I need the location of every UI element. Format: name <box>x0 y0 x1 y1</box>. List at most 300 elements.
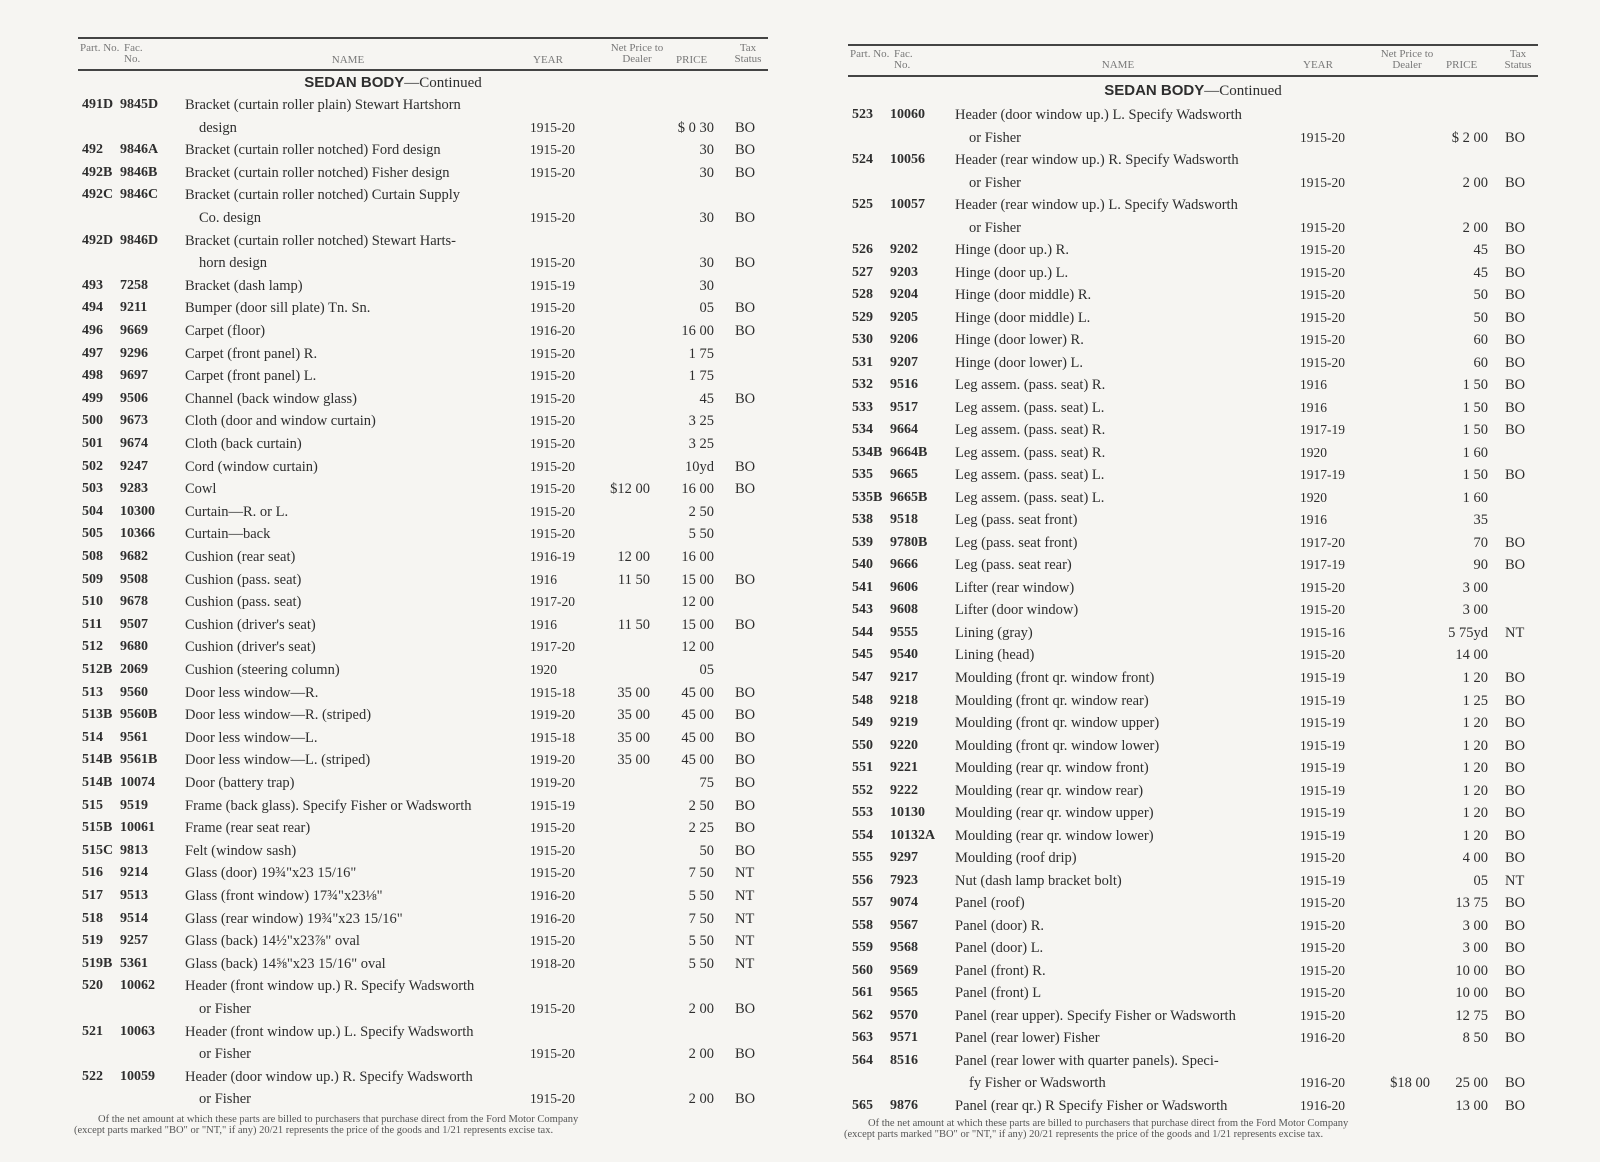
header-tax-status: Tax Status <box>1504 48 1532 71</box>
fac-no-cell: 9204 <box>890 287 918 303</box>
year-cell: 1915-16 <box>1300 624 1345 640</box>
price-cell: 5 50 <box>688 955 714 972</box>
table-row <box>78 591 768 613</box>
part-no-cell: 534 <box>852 422 873 438</box>
year-cell: 1915-20 <box>1300 1007 1345 1023</box>
year-cell: 1919-20 <box>530 752 575 768</box>
tax-status-cell: BO <box>1505 264 1526 281</box>
table-row <box>848 599 1538 621</box>
part-no-cell: 518 <box>82 910 103 926</box>
price-cell: 90 <box>1473 557 1488 574</box>
year-cell: 1915-19 <box>1300 715 1345 731</box>
table-row <box>848 149 1538 171</box>
price-cell: 7 50 <box>688 910 714 927</box>
price-cell: 3 00 <box>1462 579 1488 596</box>
table-row <box>848 374 1538 396</box>
price-cell: 1 50 <box>1462 422 1488 439</box>
fac-no-cell: 9513 <box>120 888 148 903</box>
year-cell: 1915-20 <box>530 503 575 519</box>
price-cell: 70 <box>1473 534 1488 551</box>
part-no-cell: 563 <box>852 1030 873 1046</box>
tax-status-cell: BO <box>1505 467 1526 484</box>
fac-no-cell: 9876 <box>890 1097 918 1113</box>
year-cell: 1916-20 <box>1300 1030 1345 1046</box>
name-cell: Door less window—R. <box>185 684 319 701</box>
price-cell: 1 25 <box>1462 692 1488 709</box>
year-cell: 1915-20 <box>530 300 575 316</box>
table-row <box>78 433 768 455</box>
tax-status-cell: BO <box>735 616 756 633</box>
price-cell: 16 00 <box>681 323 714 339</box>
price-cell: 60 <box>1473 354 1488 371</box>
name-cell: Cushion (pass. seat) <box>185 571 302 588</box>
year-cell: 1915-20 <box>530 413 575 429</box>
year-cell: 1915-20 <box>530 933 575 949</box>
year-cell: 1915-19 <box>1300 805 1345 821</box>
fac-no-cell: 10061 <box>120 820 155 836</box>
footnote-line-1: Of the net amount at which these parts are billed to purchasers that purchase direct from the Ford Motor Company <box>868 1118 1349 1129</box>
net-price-cell: 11 50 <box>617 571 650 588</box>
price-cell: 60 <box>1473 332 1488 349</box>
part-no-cell: 520 <box>82 978 103 994</box>
year-cell: 1915-20 <box>1300 940 1345 956</box>
part-no-cell: 508 <box>82 549 103 564</box>
header-net-price: Net Price to Dealer <box>1380 48 1434 71</box>
part-no-cell: 512B <box>82 662 113 677</box>
table-row <box>78 94 768 116</box>
part-no-cell: 516 <box>82 865 103 881</box>
part-no-cell: 512 <box>82 639 103 655</box>
year-cell: 1916 <box>1300 377 1327 393</box>
tax-status-cell: BO <box>1505 1007 1526 1024</box>
name-continuation-cell: fy Fisher or Wadsworth <box>969 1075 1106 1092</box>
year-cell: 1915-19 <box>1300 760 1345 776</box>
fac-no-cell: 9560B <box>120 707 158 723</box>
name-cell: Header (rear window up.) L. Specify Wadsworth <box>955 197 1238 214</box>
header-name: NAME <box>331 54 365 66</box>
name-cell: Bracket (curtain roller notched) Stewart Harts- <box>185 232 456 249</box>
table-row <box>78 975 768 997</box>
tax-status-cell: NT <box>735 865 755 882</box>
year-cell: 1915-20 <box>530 390 575 406</box>
tax-status-cell: BO <box>1505 174 1526 191</box>
table-row <box>848 825 1538 847</box>
year-cell: 1915-19 <box>1300 692 1345 708</box>
name-cell: Hinge (door up.) L. <box>955 264 1069 281</box>
part-no-cell: 547 <box>852 670 873 685</box>
part-no-cell: 549 <box>852 715 873 731</box>
name-cell: Bracket (curtain roller notched) Ford design <box>185 142 441 159</box>
price-cell: 1 20 <box>1462 760 1488 777</box>
part-no-cell: 514B <box>82 752 113 768</box>
price-cell: 2 00 <box>688 1046 714 1063</box>
part-no-cell: 555 <box>852 850 873 866</box>
year-cell: 1920 <box>1300 489 1327 505</box>
year-cell: 1916-20 <box>530 323 575 338</box>
fac-no-cell: 9570 <box>890 1007 918 1023</box>
header-net-price: Net Price to Dealer <box>610 42 664 65</box>
price-cell: 1 20 <box>1462 715 1488 732</box>
fac-no-cell: 8516 <box>890 1052 918 1068</box>
name-cell: Bracket (curtain roller notched) Fisher design <box>185 164 450 181</box>
part-no-cell: 514B <box>82 775 113 790</box>
price-cell: 2 50 <box>688 503 714 520</box>
price-cell: 5 50 <box>688 933 714 950</box>
year-cell: 1915-20 <box>530 458 575 474</box>
part-no-cell: 493 <box>82 277 103 293</box>
section-title-bold: SEDAN BODY <box>304 74 405 91</box>
year-cell: 1916 <box>1300 399 1327 415</box>
table-row <box>78 1088 768 1110</box>
year-cell: 1916-20 <box>530 888 575 903</box>
header-bottom-rule <box>848 75 1538 77</box>
year-cell: 1915-20 <box>1300 264 1345 280</box>
tax-status-cell: BO <box>1505 309 1526 326</box>
name-cell: Moulding (front qr. window lower) <box>955 737 1160 754</box>
fac-no-cell: 9074 <box>890 895 918 911</box>
net-price-cell: 12 00 <box>617 549 650 565</box>
year-cell: 1915-20 <box>530 368 575 384</box>
name-cell: Bracket (dash lamp) <box>185 277 303 294</box>
price-cell: 30 <box>699 277 714 294</box>
fac-no-cell: 9674 <box>120 436 148 451</box>
table-row <box>848 1005 1538 1027</box>
part-no-cell: 559 <box>852 940 873 956</box>
year-cell: 1920 <box>530 662 557 677</box>
fac-no-cell: 9780B <box>890 534 928 550</box>
part-no-cell: 528 <box>852 287 873 303</box>
fac-no-cell: 9222 <box>890 782 918 798</box>
table-row <box>78 275 768 297</box>
price-cell: 3 00 <box>1462 940 1488 957</box>
name-cell: Panel (rear upper). Specify Fisher or Wadsworth <box>955 1007 1236 1024</box>
fac-no-cell: 10130 <box>890 805 925 821</box>
tax-status-cell: BO <box>735 1001 756 1017</box>
name-continuation-cell: or Fisher <box>969 174 1021 191</box>
year-cell: 1917-20 <box>1300 534 1345 550</box>
name-cell: Cushion (driver's seat) <box>185 616 316 633</box>
year-cell: 1915-20 <box>1300 917 1345 933</box>
name-cell: Glass (front window) 17¾"x23⅛" <box>185 888 383 904</box>
footnote-line-2: (except parts marked "BO" or "NT," if any) 20/21 represents the price of the goods and 1/21 represents excise tax. <box>844 1129 1324 1140</box>
year-cell: 1917-19 <box>1300 422 1345 438</box>
table-row <box>848 735 1538 757</box>
year-cell: 1916-20 <box>530 910 575 926</box>
price-cell: 50 <box>1473 287 1488 304</box>
part-no-cell: 524 <box>852 152 873 168</box>
tax-status-cell: BO <box>1505 805 1526 822</box>
year-cell: 1915-19 <box>530 797 575 813</box>
year-cell: 1917-19 <box>1300 467 1345 483</box>
table-row <box>848 554 1538 576</box>
price-cell: 45 00 <box>681 729 714 746</box>
price-cell: 14 00 <box>1455 647 1488 664</box>
name-cell: Hinge (door up.) R. <box>955 242 1069 259</box>
part-no-cell: 511 <box>82 616 103 632</box>
tax-status-cell: BO <box>735 164 756 181</box>
price-cell: 1 20 <box>1462 827 1488 844</box>
table-row <box>78 749 768 771</box>
name-cell: Frame (back glass). Specify Fisher or Wadsworth <box>185 797 472 814</box>
table-row <box>78 614 768 636</box>
tax-status-cell: NT <box>1505 624 1525 641</box>
tax-status-cell: BO <box>1505 850 1526 867</box>
table-row <box>78 1021 768 1043</box>
name-cell: Header (door window up.) L. Specify Wadsworth <box>955 107 1242 123</box>
year-cell: 1915-20 <box>1300 309 1345 325</box>
tax-status-cell: NT <box>735 888 755 904</box>
name-cell: Glass (back) 14½"x23⅞" oval <box>185 933 360 950</box>
part-no-cell: 550 <box>852 737 873 753</box>
price-cell: 1 50 <box>1462 377 1488 394</box>
tax-status-cell: BO <box>1505 1097 1526 1114</box>
fac-no-cell: 10057 <box>890 197 925 213</box>
fac-no-cell: 9206 <box>890 332 918 348</box>
part-no-cell: 515C <box>82 842 114 858</box>
table-row <box>78 478 768 500</box>
part-no-cell: 526 <box>852 242 873 258</box>
fac-no-cell: 10074 <box>120 775 155 790</box>
table-row <box>78 162 768 184</box>
fac-no-cell: 9211 <box>120 300 148 316</box>
table-row <box>848 464 1538 486</box>
fac-no-cell: 9846C <box>120 187 159 203</box>
header-year: YEAR <box>533 54 563 66</box>
name-cell: Lining (gray) <box>955 624 1033 641</box>
year-cell: 1915-20 <box>1300 287 1345 303</box>
tax-status-cell: BO <box>1505 782 1526 799</box>
net-price-cell: $12 00 <box>610 481 650 498</box>
tax-status-cell: BO <box>1505 332 1526 349</box>
name-cell: Leg assem. (pass. seat) R. <box>955 377 1106 394</box>
price-cell: 45 00 <box>681 684 714 701</box>
year-cell: 1915-20 <box>530 1046 575 1062</box>
part-no-cell: 527 <box>852 264 873 280</box>
fac-no-cell: 9678 <box>120 594 148 610</box>
name-continuation-cell: or Fisher <box>199 1091 251 1108</box>
name-cell: Door less window—L. <box>185 729 318 746</box>
fac-no-cell: 9568 <box>890 940 918 956</box>
price-cell: 45 <box>1473 242 1488 259</box>
price-cell: 16 00 <box>681 549 714 565</box>
year-cell: 1915-18 <box>530 729 575 745</box>
table-row <box>78 456 768 478</box>
price-cell: $ 2 00 <box>1451 129 1488 146</box>
part-no-cell: 519B <box>82 955 113 971</box>
table-row <box>848 870 1538 892</box>
part-no-cell: 532 <box>852 377 873 393</box>
price-cell: 16 00 <box>681 481 714 498</box>
table-row <box>78 682 768 704</box>
year-cell: 1915-20 <box>530 210 575 225</box>
price-cell: 30 <box>699 210 714 226</box>
part-no-cell: 513B <box>82 707 113 723</box>
year-cell: 1917-20 <box>530 594 575 610</box>
year-cell: 1915-20 <box>1300 579 1345 595</box>
price-cell: 3 00 <box>1462 602 1488 619</box>
year-cell: 1916-19 <box>530 549 575 564</box>
year-cell: 1915-20 <box>530 865 575 881</box>
price-cell: 45 <box>699 390 714 407</box>
price-cell: 5 50 <box>688 526 714 543</box>
header-top-rule <box>848 44 1538 46</box>
table-row <box>848 937 1538 959</box>
name-cell: Panel (door) R. <box>955 917 1044 934</box>
part-no-cell: 491D <box>82 97 114 112</box>
part-no-cell: 551 <box>852 760 873 776</box>
name-cell: Hinge (door middle) L. <box>955 309 1091 326</box>
fac-no-cell: 9507 <box>120 616 148 632</box>
name-cell: Leg (pass. seat front) <box>955 534 1078 551</box>
header-price: PRICE <box>676 54 708 66</box>
part-no-cell: 496 <box>82 323 103 338</box>
year-cell: 1915-20 <box>1300 332 1345 348</box>
price-cell: 2 25 <box>688 820 714 837</box>
fac-no-cell: 9540 <box>890 647 918 663</box>
fac-no-cell: 9673 <box>120 413 148 429</box>
fac-no-cell: 9214 <box>120 865 148 881</box>
tax-status-cell: BO <box>1505 422 1526 439</box>
name-cell: Carpet (front panel) L. <box>185 368 317 385</box>
name-cell: Channel (back window glass) <box>185 390 357 407</box>
section-title-rest: —Continued <box>404 75 482 91</box>
name-cell: Moulding (front qr. window upper) <box>955 715 1160 732</box>
year-cell: 1915-20 <box>530 842 575 858</box>
name-cell: Panel (roof) <box>955 895 1025 912</box>
name-cell: Moulding (rear qr. window upper) <box>955 805 1154 822</box>
fac-no-cell: 9518 <box>890 512 918 528</box>
tax-status-cell: BO <box>735 300 756 317</box>
price-cell: 1 50 <box>1462 467 1488 484</box>
name-cell: Leg assem. (pass. seat) L. <box>955 467 1105 484</box>
part-no-cell: 562 <box>852 1007 873 1023</box>
tax-status-cell: BO <box>1505 940 1526 957</box>
table-row <box>78 320 768 342</box>
tax-status-cell: NT <box>735 933 755 950</box>
year-cell: 1916 <box>1300 512 1327 528</box>
name-cell: Door less window—L. (striped) <box>185 752 371 769</box>
part-no-cell: 529 <box>852 309 873 325</box>
name-cell: Cowl <box>185 481 217 498</box>
name-cell: Leg assem. (pass. seat) L. <box>955 489 1105 506</box>
part-no-cell: 509 <box>82 571 103 587</box>
tax-status-cell: BO <box>735 1046 756 1063</box>
part-no-cell: 548 <box>852 692 873 708</box>
table-row <box>848 352 1538 374</box>
name-cell: Panel (front) L <box>955 985 1042 1002</box>
part-no-cell: 545 <box>852 647 873 663</box>
fac-no-cell: 9571 <box>890 1030 918 1046</box>
table-row <box>848 532 1538 554</box>
price-cell: $ 0 30 <box>677 119 714 136</box>
fac-no-cell: 7923 <box>890 872 918 888</box>
name-cell: Cushion (pass. seat) <box>185 594 302 611</box>
fac-no-cell: 9202 <box>890 242 918 258</box>
table-row <box>848 690 1538 712</box>
header-fac-no: Fac. No. <box>124 42 143 65</box>
table-row <box>78 501 768 523</box>
part-no-cell: 525 <box>852 197 873 213</box>
name-cell: Moulding (rear qr. window rear) <box>955 782 1144 799</box>
year-cell: 1916 <box>530 616 557 632</box>
year-cell: 1919-20 <box>530 707 575 723</box>
table-row <box>848 1050 1538 1072</box>
name-cell: Curtain—R. or L. <box>185 503 289 520</box>
table-row <box>78 297 768 319</box>
price-cell: 2 00 <box>688 1001 714 1017</box>
name-cell: Moulding (roof drip) <box>955 850 1077 867</box>
part-no-cell: 492 <box>82 142 103 158</box>
tax-status-cell: NT <box>735 910 755 927</box>
name-cell: Header (rear window up.) R. Specify Wadsworth <box>955 152 1239 169</box>
table-row <box>78 388 768 410</box>
price-cell: 3 25 <box>688 436 714 452</box>
name-cell: Glass (back) 14⅝"x23 15/16" oval <box>185 955 386 972</box>
price-cell: 45 00 <box>681 707 714 724</box>
fac-no-cell: 9567 <box>890 917 918 933</box>
header-year: YEAR <box>1303 59 1333 71</box>
tax-status-cell: BO <box>1505 1075 1526 1092</box>
fac-no-cell: 9514 <box>120 910 148 926</box>
year-cell: 1916-20 <box>1300 1097 1345 1113</box>
table-row <box>848 104 1538 126</box>
tax-status-cell: BO <box>735 842 756 859</box>
year-cell: 1918-20 <box>530 955 575 971</box>
name-cell: Leg assem. (pass. seat) L. <box>955 399 1105 416</box>
price-cell: 45 <box>1473 264 1488 281</box>
section-title <box>48 74 738 92</box>
tax-status-cell: BO <box>1505 692 1526 709</box>
year-cell: 1915-20 <box>530 1001 575 1016</box>
tax-status-cell: BO <box>1505 737 1526 754</box>
fac-no-cell: 9517 <box>890 399 918 415</box>
name-cell: Nut (dash lamp bracket bolt) <box>955 872 1122 889</box>
fac-no-cell: 9221 <box>890 760 918 776</box>
name-cell: Header (front window up.) R. Specify Wadsworth <box>185 978 475 995</box>
net-price-cell: 35 00 <box>617 752 650 769</box>
name-cell: Header (door window up.) R. Specify Wadsworth <box>185 1068 473 1085</box>
price-cell: 05 <box>699 662 714 678</box>
net-price-cell: $18 00 <box>1390 1075 1430 1092</box>
price-cell: 30 <box>699 255 714 272</box>
part-no-cell: 535B <box>852 489 883 505</box>
name-cell: Panel (door) L. <box>955 940 1044 957</box>
tax-status-cell: BO <box>1505 895 1526 912</box>
name-cell: Glass (rear window) 19¾"x23 15/16" <box>185 910 403 927</box>
year-cell: 1915-20 <box>1300 985 1345 1001</box>
price-cell: 1 75 <box>688 368 714 385</box>
table-row <box>848 1095 1538 1117</box>
year-cell: 1915-20 <box>530 255 575 271</box>
name-cell: Cloth (back curtain) <box>185 436 302 452</box>
price-cell: 45 00 <box>681 752 714 769</box>
price-cell: 1 20 <box>1462 805 1488 822</box>
header-fac-no: Fac. No. <box>894 48 913 71</box>
year-cell: 1916 <box>530 571 557 587</box>
part-no-cell: 502 <box>82 458 103 474</box>
fac-no-cell: 9257 <box>120 933 148 949</box>
price-cell: 5 50 <box>688 888 714 904</box>
table-row <box>848 262 1538 284</box>
name-cell: Header (front window up.) L. Specify Wadsworth <box>185 1023 474 1040</box>
header-tax-status: Tax Status <box>734 42 762 65</box>
year-cell: 1915-19 <box>1300 670 1345 685</box>
table-row <box>78 184 768 206</box>
price-cell: 2 00 <box>688 1091 714 1108</box>
footnote-line-2: (except parts marked "BO" or "NT," if any) 20/21 represents the price of the goods and 1/21 represents excise tax. <box>74 1125 554 1136</box>
fac-no-cell: 9606 <box>890 579 918 595</box>
name-cell: Frame (rear seat rear) <box>185 820 311 837</box>
